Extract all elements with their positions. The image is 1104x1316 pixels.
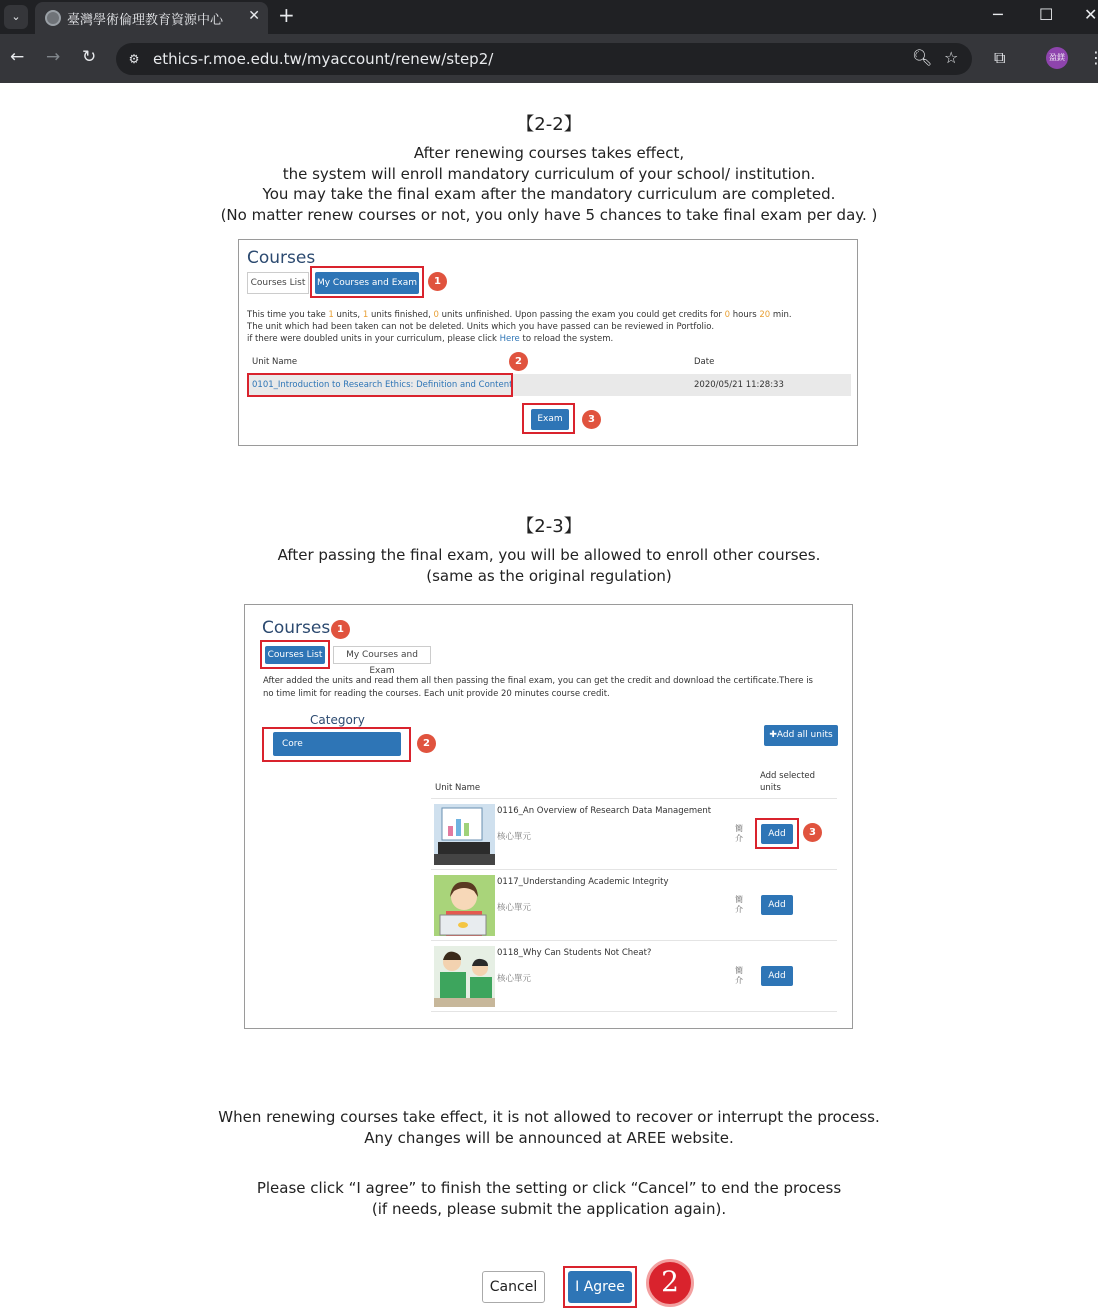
browser-toolbar: [0, 34, 1104, 83]
new-tab-icon[interactable]: +: [278, 3, 295, 27]
bookmark-star-icon[interactable]: ☆: [944, 48, 959, 67]
forward-icon[interactable]: →: [46, 47, 61, 67]
unit-thumbnail: [434, 875, 495, 936]
step-marker-large: 2: [646, 1259, 694, 1307]
step-marker: 3: [582, 410, 601, 429]
column-unit-name: Unit Name: [435, 783, 481, 793]
add-all-units-button[interactable]: ✚Add all units: [764, 725, 838, 746]
table-divider: [431, 869, 837, 870]
category-label: Category: [310, 713, 365, 727]
unit-date: 2020/05/21 11:28:33: [694, 380, 784, 390]
exam-button[interactable]: Exam: [531, 409, 569, 430]
back-icon[interactable]: ←: [10, 47, 25, 67]
step-marker: 3: [803, 823, 822, 842]
unit-tag: 核心單元: [497, 974, 532, 984]
step-marker: 2: [417, 734, 436, 753]
unit-name[interactable]: 0117_Understanding Academic Integrity: [497, 877, 669, 887]
favicon-icon: [45, 10, 61, 26]
highlight-box: [310, 266, 424, 298]
description-line: You may take the final exam after the mandatory curriculum are completed.: [262, 185, 836, 203]
highlight-box: [522, 403, 575, 434]
step-marker: 1: [428, 272, 447, 291]
column-add-selected: Add selected: [760, 771, 816, 781]
column-unit-name: Unit Name: [252, 357, 298, 367]
unit-tag: 核心單元: [497, 903, 532, 913]
section-2-2-title: 【2-2】: [516, 114, 582, 135]
column-add-selected: units: [760, 783, 781, 793]
intro-link[interactable]: 簡 介: [735, 966, 743, 985]
unit-tag: 核心單元: [497, 832, 532, 842]
agree-instruction: [0, 1178, 1098, 1219]
section-2-3-title: 【2-3】: [516, 516, 582, 537]
description-line: After passing the final exam, you will be allowed to enroll other courses.: [277, 546, 821, 564]
tab-courses-list[interactable]: Courses List: [265, 646, 325, 664]
highlight-box: [260, 640, 330, 669]
reload-icon[interactable]: ↻: [82, 47, 97, 67]
notice-line: When renewing courses take effect, it is not allowed to recover or interrupt the process.: [218, 1108, 880, 1126]
browser-tab[interactable]: [35, 2, 268, 34]
highlight-box: [563, 1266, 637, 1308]
courses-heading: Courses: [247, 248, 316, 268]
url-text[interactable]: ethics-r.moe.edu.tw/myaccount/renew/step2/: [153, 50, 494, 68]
courses-heading: Courses: [262, 618, 331, 638]
profile-avatar[interactable]: 盈鎂: [1046, 47, 1068, 69]
cancel-button[interactable]: Cancel: [482, 1271, 545, 1303]
maximize-icon[interactable]: ☐: [1039, 5, 1054, 24]
tab-search-icon[interactable]: ⌄: [4, 5, 28, 29]
site-info-icon[interactable]: ⚙: [128, 52, 140, 66]
highlight-box: [755, 818, 799, 849]
description-line: (same as the original regulation): [426, 566, 672, 585]
info-line-2: The unit which had been taken can not be deleted. Units which you have passed can be reviewed in Portfolio.: [247, 322, 715, 332]
address-bar[interactable]: [116, 43, 972, 75]
highlight-box: [247, 373, 513, 397]
unit-name[interactable]: 0118_Why Can Students Not Cheat?: [497, 948, 652, 958]
unit-thumbnail: [434, 804, 495, 865]
student-laptop-illustration: [434, 875, 495, 936]
info-line-2: no time limit for reading the courses. Each unit provide 20 minutes course credit.: [263, 689, 610, 699]
zoom-icon[interactable]: 🔍︎: [912, 48, 933, 67]
tab-my-courses-exam[interactable]: My Courses and Exam: [333, 646, 431, 664]
menu-kebab-icon[interactable]: ⋮: [1088, 48, 1104, 67]
reload-here-link[interactable]: Here: [499, 334, 520, 344]
step-marker: 2: [509, 352, 528, 371]
tab-courses-list[interactable]: Courses List: [247, 272, 309, 294]
browser-tab-bar: [0, 0, 1098, 34]
add-unit-button[interactable]: Add: [761, 966, 793, 986]
description-line: the system will enroll mandatory curriculum of your school/ institution.: [282, 164, 816, 183]
section-2-2-description: [0, 143, 1098, 225]
add-unit-button[interactable]: Add: [761, 824, 793, 844]
intro-link[interactable]: 簡 介: [735, 895, 743, 914]
close-tab-icon[interactable]: ✕: [248, 8, 260, 24]
intro-link[interactable]: 簡 介: [735, 824, 743, 843]
info-line-1: After added the units and read them all then passing the final exam, you can get the credit and download the certificate.There is: [263, 676, 813, 686]
description-line: After renewing courses takes effect,: [413, 144, 685, 162]
description-line: (No matter renew courses or not, you only have 5 chances to take final exam per day. ): [220, 205, 878, 224]
notice-line: Any changes will be announced at AREE website.: [364, 1128, 734, 1147]
table-divider: [431, 798, 837, 799]
minimize-icon[interactable]: ─: [993, 5, 1003, 24]
info-line-1: This time you take 1 units, 1 units finished, 0 units unfinished. Upon passing the exam you could get credits for 0 hours 20 min.: [247, 310, 792, 320]
students-exam-illustration: [434, 946, 495, 1007]
unit-link[interactable]: 0101_Introduction to Research Ethics: Definition and Content: [252, 380, 513, 390]
tab-title: 臺灣學術倫理教育資源中心: [67, 13, 224, 28]
highlight-box: [262, 727, 411, 762]
screenshot-my-courses: [238, 239, 858, 446]
table-divider: [431, 940, 837, 941]
instruction-line: Please click “I agree” to finish the setting or click “Cancel” to end the process: [256, 1179, 842, 1197]
i-agree-button[interactable]: I Agree: [568, 1271, 632, 1303]
info-line-3: if there were doubled units in your curriculum, please click Here to reload the system.: [247, 334, 614, 344]
close-window-icon[interactable]: ✕: [1084, 5, 1098, 24]
extensions-icon[interactable]: ⧉: [994, 48, 1006, 67]
screenshot-courses-list: [244, 604, 853, 1029]
instruction-line: (if needs, please submit the application again).: [371, 1199, 727, 1218]
unit-thumbnail: [434, 946, 495, 1007]
laptop-chart-illustration: [434, 804, 495, 865]
renewal-notice: [0, 1107, 1098, 1148]
section-2-3-description: [0, 545, 1098, 586]
tab-my-courses-exam[interactable]: My Courses and Exam: [315, 272, 419, 294]
unit-name[interactable]: 0116_An Overview of Research Data Management: [497, 806, 712, 816]
step-marker: 1: [331, 620, 350, 639]
category-core-button[interactable]: Core: [273, 732, 401, 756]
column-date: Date: [694, 357, 715, 367]
add-unit-button[interactable]: Add: [761, 895, 793, 915]
table-divider: [431, 1011, 837, 1012]
